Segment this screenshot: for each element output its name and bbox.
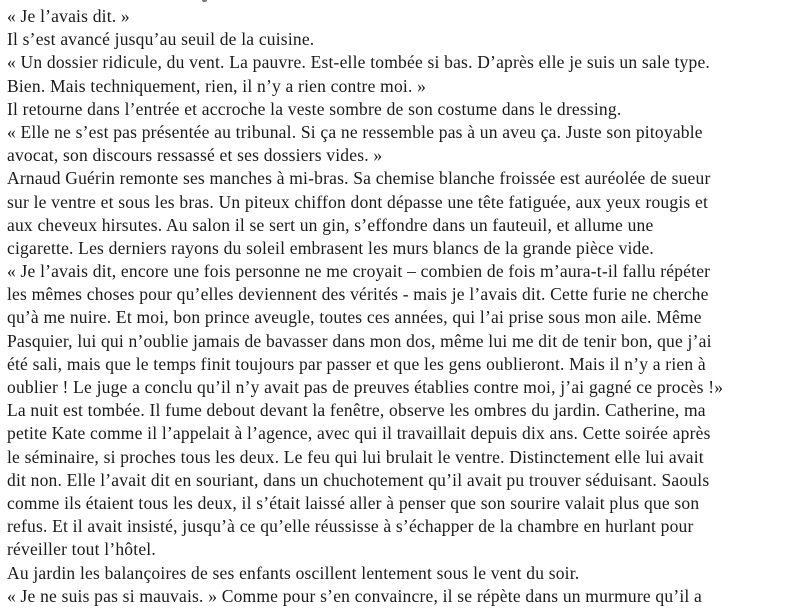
text-line: qu’à me nuire. Et moi, bon prince aveugle, toutes ces années, qui l’ai prise sous mon aile. Même [7, 306, 800, 329]
text-line: cigarette. Les derniers rayons du soleil embrasent les murs blancs de la grande pièce vide. [7, 237, 800, 260]
text-line: avocat, son discours ressassé et ses dossiers vides. » [7, 144, 800, 167]
text-line: le séminaire, si proches tous les deux. Le feu qui lui brulait le ventre. Distinctement elle lui avait [7, 446, 800, 469]
text-line: Il s’est avancé jusqu’au seuil de la cuisine. [7, 28, 800, 51]
text-line: comme ils étaient tous les deux, il s’était laissé aller à penser que son sourire valait plus que son [7, 492, 800, 515]
text-line: Pasquier, lui qui n’oublie jamais de bavasser dans mon dos, même lui me dit de tenir bon, que j’ai [7, 330, 800, 353]
text-line: La nuit est tombée. Il fume debout devant la fenêtre, observe les ombres du jardin. Catherine, ma [7, 399, 800, 422]
text-line: été sali, mais que le temps finit toujours par passer et que les gens oublieront. Mais il n’y a rien à [7, 353, 800, 376]
text-line: les mêmes choses pour qu’elles deviennent des vérités - mais je l’avais dit. Cette furie ne cherche [7, 283, 800, 306]
text-block [7, 5, 800, 608]
text-line: oublier ! Le juge a conclu qu’il n’y avait pas de preuves établies contre moi, j’ai gagné ce procès !» [7, 376, 800, 399]
text-line: réveiller tout l’hôtel. [7, 538, 800, 561]
text-line: sur le ventre et sous les bras. Un piteux chiffon dont dépasse une tête fatiguée, aux yeux rougis et [7, 191, 800, 214]
text-line: Arnaud Guérin remonte ses manches à mi-bras. Sa chemise blanche froissée est auréolée de sueur [7, 167, 800, 190]
text-line: « Je l’avais dit. » [7, 5, 800, 28]
text-line: dit non. Elle l’avait dit en souriant, dans un chuchotement qu’il avait pu trouver séduisant. Saouls [7, 469, 800, 492]
text-line: aux cheveux hirsutes. Au salon il se sert un gin, s’effondre dans un fauteuil, et allume une [7, 214, 800, 237]
text-line: « Je ne suis pas si mauvais. » Comme pour s’en convaincre, il se répète dans un murmure qu’il a [7, 585, 800, 608]
clipped-line-remnant [202, 0, 207, 2]
text-line: « Un dossier ridicule, du vent. La pauvre. Est-elle tombée si bas. D’après elle je suis un sale type. [7, 51, 800, 74]
text-line: « Elle ne s’est pas présentée au tribunal. Si ça ne ressemble pas à un aveu ça. Juste son pitoyable [7, 121, 800, 144]
text-line: Bien. Mais techniquement, rien, il n’y a rien contre moi. » [7, 75, 800, 98]
text-line: Au jardin les balançoires de ses enfants oscillent lentement sous le vent du soir. [7, 562, 800, 585]
text-line: petite Kate comme il l’appelait à l’agence, avec qui il travaillait depuis dix ans. Cette soirée après [7, 422, 800, 445]
text-line: Il retourne dans l’entrée et accroche la veste sombre de son costume dans le dressing. [7, 98, 800, 121]
text-line: refus. Et il avait insisté, jusqu’à ce qu’elle réussisse à s’échapper de la chambre en hurlant pour [7, 515, 800, 538]
text-line: « Je l’avais dit, encore une fois personne ne me croyait – combien de fois m’aura-t-il fallu répéter [7, 260, 800, 283]
